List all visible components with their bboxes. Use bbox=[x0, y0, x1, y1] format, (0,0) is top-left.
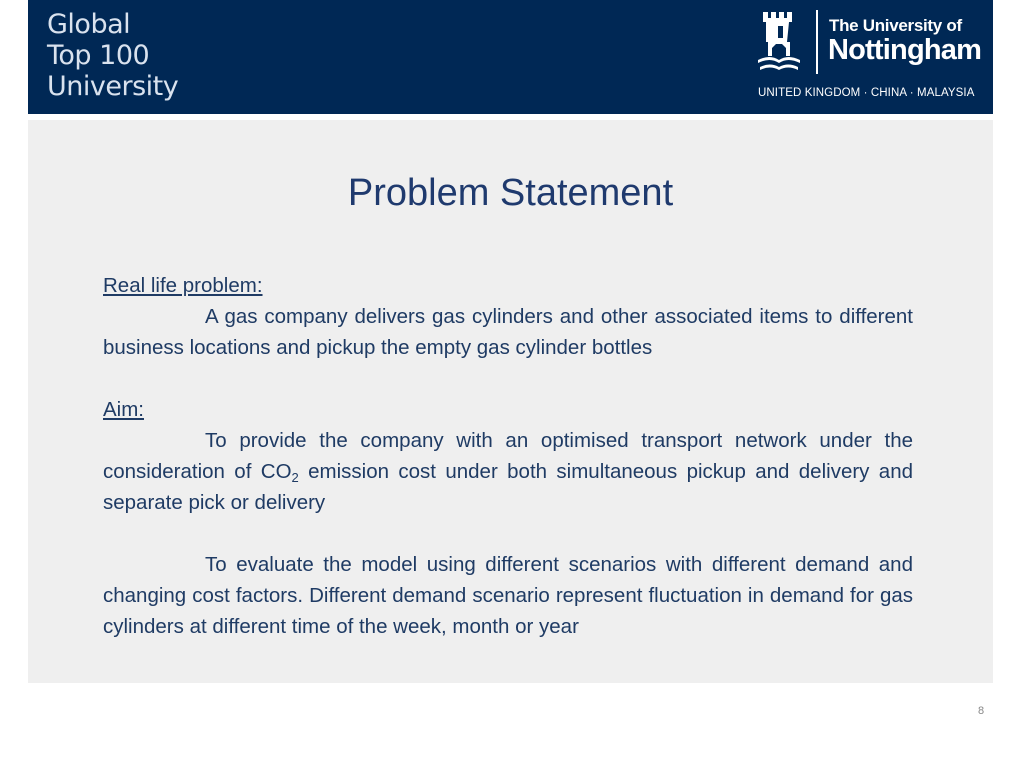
header-banner bbox=[28, 0, 993, 114]
university-name-line-2: Nottingham bbox=[828, 34, 982, 66]
aim-text-part-2: emission cost under both simultaneous pickup and delivery and separate pick or delivery bbox=[103, 460, 913, 514]
aim-paragraph bbox=[103, 425, 913, 518]
logo-divider bbox=[816, 10, 818, 74]
real-life-problem-text: A gas company delivers gas cylinders and other associated items to different business locations and pickup the empty gas cylinder bottles bbox=[103, 305, 913, 359]
slide-title: Problem Statement bbox=[347, 172, 674, 214]
university-countries: UNITED KINGDOM · CHINA · MALAYSIA bbox=[758, 87, 975, 99]
tagline-line-1: Global bbox=[47, 9, 131, 40]
aim-text-part-1: To provide the company with an optimised transport network under the consideration of CO bbox=[103, 429, 913, 483]
global-top-100-tagline bbox=[47, 9, 178, 102]
castle-crest-icon bbox=[756, 10, 802, 74]
evaluate-paragraph bbox=[103, 549, 913, 642]
co2-subscript: 2 bbox=[291, 470, 299, 485]
slide-body bbox=[103, 270, 913, 642]
aim-label: Aim: bbox=[103, 398, 144, 421]
tagline-line-3: University bbox=[47, 71, 179, 102]
tagline-line-2: Top 100 bbox=[47, 40, 150, 71]
real-life-problem-paragraph bbox=[103, 301, 913, 363]
evaluate-text: To evaluate the model using different scenarios with different demand and changing cost factors. Different demand scenario represent fluctuation in demand for gas cylinders at different time of the week, month or year bbox=[103, 553, 913, 638]
university-logo bbox=[756, 8, 986, 108]
real-life-problem-label: Real life problem: bbox=[103, 274, 263, 297]
university-name-line-1: The University of bbox=[829, 16, 962, 35]
content-panel bbox=[28, 120, 993, 683]
page-number: 8 bbox=[978, 705, 985, 717]
